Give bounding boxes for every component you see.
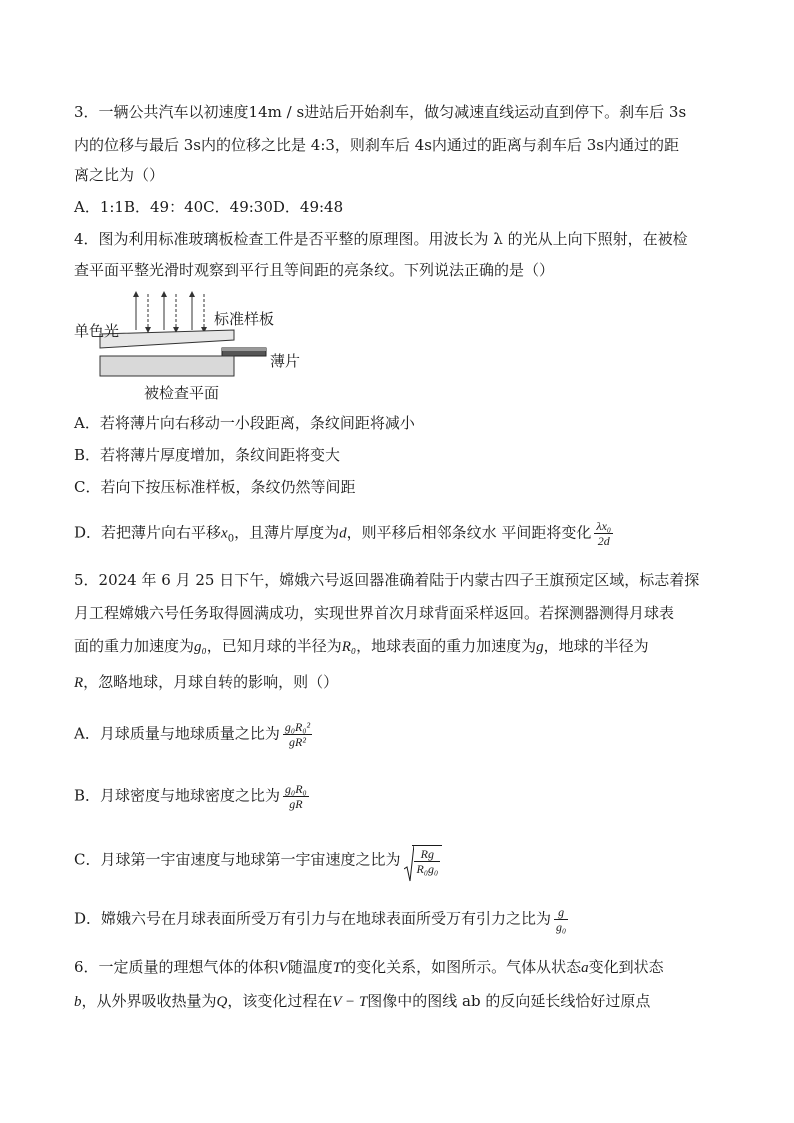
var-state-b: b: [74, 994, 82, 1010]
q3-line-2: 内的位移与最后 3s内的位移之比是 4:3，则刹车后 4s内通过的距离与刹车后 3s内通过的距: [74, 136, 679, 154]
q5-option-a-fraction: $\frac{\text{g₀R₀²}}{\text{gR²}}$: [284, 720, 311, 749]
var-R0: R₀: [341, 639, 357, 655]
q4-option-d-text-3: ，则平移后相邻条纹水 平间距将变化: [346, 523, 592, 542]
q5-option-b: B．月球密度与地球密度之比为 $\frac{\text{g₀R₀}}{gR}$: [74, 782, 307, 811]
label-standard-plate: 标准样板: [214, 310, 275, 328]
var-R: R: [74, 675, 84, 691]
q5-option-b-fraction: $\frac{\text{g₀R₀}}{gR}$: [285, 782, 307, 811]
q3-line-3: 离之比为（）: [74, 166, 165, 184]
q3-line-1: 3．一辆公共汽车以初速度14m / s进站后开始刹车，做匀减速直线运动直到停下。刹车后 3s: [74, 103, 687, 121]
q4-option-a: A．若将薄片向右移动一小段距离，条纹间距将减小: [74, 414, 415, 432]
var-d: d: [339, 525, 347, 542]
q5-option-d-fraction: $\frac{g}{\text{g₀}}$: [556, 905, 567, 934]
var-V: V: [278, 960, 288, 976]
var-state-a: a: [581, 960, 589, 976]
q6-line-1: 6．一定质量的理想气体的体积V随温度T的变化关系，如图所示。气体从状态a变化到状态: [74, 958, 664, 976]
q4-option-d-fraction: $\frac{\text{λx₀}}{2d}$: [596, 519, 612, 548]
q6-line-2: b，从外界吸收热量为Q，该变化过程在V − T图像中的图线 ab 的反向延长线恰好过原点: [74, 992, 651, 1010]
q5-line-2: 月工程嫦娥六号任务取得圆满成功，实现世界首次月球背面采样返回。若探测器测得月球表: [74, 604, 675, 622]
q3-options: A．1:1B．49：40C．49:30D．49:48: [74, 198, 344, 216]
q4-option-d-text-2: ，且薄片厚度为: [234, 523, 340, 542]
q5-option-c: C．月球第一宇宙速度与地球第一宇宙速度之比为 $\frac{Rg}{\text{R₀g₀}}$: [74, 845, 442, 876]
label-inspected-surface: 被检查平面: [144, 384, 220, 402]
q5-line-3: 面的重力加速度为g₀，已知月球的半径为R₀，地球表面的重力加速度为g，地球的半径为: [74, 637, 649, 655]
inspected-surface: [100, 356, 234, 376]
var-g0: g₀: [194, 639, 207, 655]
q5-option-c-sqrt: $\frac{Rg}{\text{R₀g₀}}$: [404, 845, 442, 876]
sqrt-icon: [404, 845, 414, 883]
q5-option-a: A．月球质量与地球质量之比为 $\frac{\text{g₀R₀²}}{\text{gR²}}$: [74, 720, 311, 749]
q5-line-4: R，忽略地球，月球自转的影响，则（）: [74, 673, 339, 691]
q5-line-1: 5．2024 年 6 月 25 日下午，嫦娥六号返回器准确着陆于内蒙古四子王旗预定区域，标志着探: [74, 571, 700, 589]
var-x0: x: [221, 525, 228, 542]
q4-line-1: 4．图为利用标准玻璃板检查工件是否平整的原理图。用波长为 λ 的光从上向下照射，在被检: [74, 230, 688, 248]
label-monochromatic-light: 单色光: [74, 322, 120, 340]
label-thin-sheet: 薄片: [270, 352, 301, 370]
q4-line-2: 查平面平整光滑时观察到平行且等间距的亮条纹。下列说法正确的是（）: [74, 261, 555, 279]
standard-plate: [100, 330, 234, 348]
var-g: g: [536, 639, 544, 655]
var-V-T: V − T: [332, 994, 368, 1010]
light-rays: [136, 294, 204, 330]
var-Q: Q: [216, 994, 228, 1010]
q4-option-d-text-1: D．若把薄片向右平移: [74, 523, 222, 542]
q4-option-b: B．若将薄片厚度增加，条纹间距将变大: [74, 446, 341, 464]
q5-option-d: D．嫦娥六号在月球表面所受万有引力与在地球表面所受万有引力之比为 $\frac{g}{\text{g₀}}$: [74, 905, 567, 934]
q4-option-d: D．若把薄片向右平移$x_0$，且薄片厚度为d，则平移后相邻条纹水 平间距将变化 $\frac{\text{λx₀}}{2d}$: [74, 519, 612, 548]
interference-diagram: [74, 288, 314, 406]
q4-option-c: C．若向下按压标准样板，条纹仍然等间距: [74, 478, 356, 496]
var-T: T: [332, 960, 342, 976]
